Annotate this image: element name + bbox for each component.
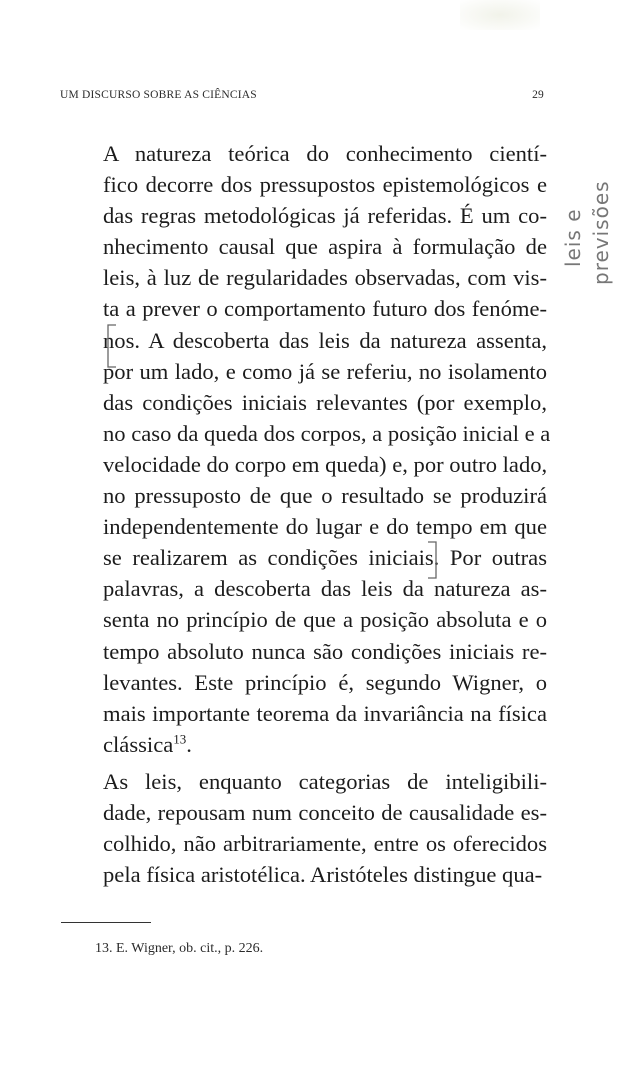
text-line: das condições iniciais relevantes (por exemplo, <box>103 389 547 415</box>
running-title: UM DISCURSO SOBRE AS CIÊNCIAS <box>60 89 257 101</box>
text-line: velocidade do corpo em queda) e, por outro lado, <box>103 451 548 477</box>
text-line: As leis, enquanto categorias de inteligibili- <box>103 768 547 794</box>
text-line: pela física aristotélica. Aristóteles distingue qua- <box>103 862 543 888</box>
text-line: por um lado, e como já se referiu, no isolamento <box>103 358 547 384</box>
text-line: tempo absoluto nunca são condições iniciais re- <box>103 638 547 664</box>
paragraph-1 <box>61 138 551 760</box>
text-line: A natureza teórica do conhecimento cientí- <box>103 141 547 166</box>
handwritten-margin-note <box>555 135 625 285</box>
text-line: independentemente do lugar e do tempo em que <box>103 514 547 540</box>
text-line: no pressuposto de que o resultado se produzirá <box>103 483 547 509</box>
page-smudge <box>460 0 540 30</box>
text-line: nos. A descoberta das leis da natureza assenta, <box>103 327 547 353</box>
text-line: se realizarem as condições iniciais. Por outras <box>103 545 547 571</box>
text-line: levantes. Este princípio é, segundo Wigner, o <box>103 669 547 695</box>
paragraph-2 <box>61 766 547 890</box>
text-line: leis, à luz de regularidades observadas, com vis- <box>103 265 547 291</box>
margin-note-line-2: previsões <box>589 180 613 285</box>
footnote-rule <box>61 922 151 923</box>
text-line: clássica$^{13}$. <box>103 731 192 757</box>
footnote: 13. E. Wigner, ob. cit., p. 226. <box>95 941 264 956</box>
body-text <box>61 138 551 890</box>
text-line: nhecimento causal que aspira à formulação de <box>103 234 547 260</box>
text-line: colhido, não arbitrariamente, entre os oferecidos <box>103 831 547 857</box>
text-line: dade, repousam num conceito de causalidade es- <box>103 799 547 825</box>
running-header <box>60 89 544 101</box>
text-line: fico decorre dos pressupostos epistemológicos e <box>103 172 547 198</box>
footnote-marker: 13 <box>173 731 187 747</box>
end-punctuation: . <box>186 731 192 757</box>
text-line: palavras, a descoberta das leis da natureza as- <box>103 576 547 602</box>
page-number: 29 <box>532 89 544 101</box>
margin-note-line-1: leis e <box>561 208 585 267</box>
text-line: mais importante teorema da invariância na física <box>103 700 547 726</box>
text-line: no caso da queda dos corpos, a posição inicial e a <box>103 420 551 446</box>
text-line: das regras metodológicas já referidas. É um co- <box>103 203 547 229</box>
text-line: ta a prever o comportamento futuro dos fenóme- <box>103 296 547 322</box>
text-line: senta no princípio de que a posição absoluta e o <box>103 607 547 633</box>
